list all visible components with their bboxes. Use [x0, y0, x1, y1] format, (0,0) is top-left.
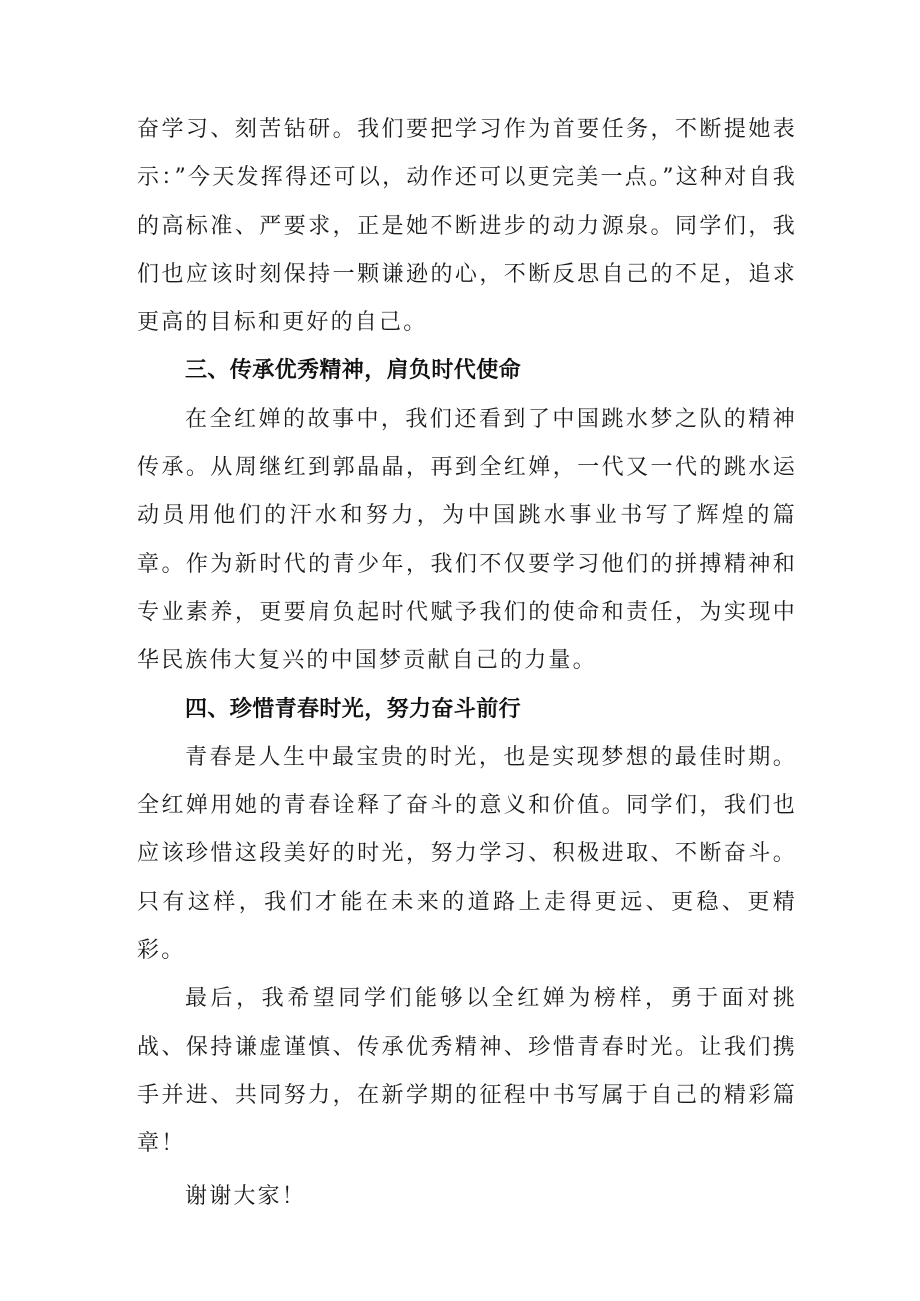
section-heading-3-text: 三、传承优秀精神，肩负时代使命 — [185, 358, 522, 384]
closing-thanks: 谢谢大家！ — [185, 1183, 307, 1209]
section-heading-4-text: 四、珍惜青春时光，努力奋斗前行 — [185, 696, 522, 722]
document-body — [137, 106, 797, 1221]
paragraph-conclusion: 最后，我希望同学们能够以全红婵为榜样，勇于面对挑战、保持谦虚谨慎、传承优秀精神、珍惜青春时光。让我们携手并进、共同努力，在新学期的征程中书写属于自己的精彩篇章！ — [137, 986, 797, 1157]
section-heading-3 — [137, 347, 797, 395]
paragraph-continuation: 奋学习、刻苦钻研。我们要把学习作为首要任务，不断提她表示：”今天发挥得还可以，动作还可以更完美一点。”这种对自我的高标准、严要求，正是她不断进步的动力源泉。同学们，我们也应该时刻保持一颗谦逊的心，不断反思自己的不足，追求更高的目标和更好的自己。 — [137, 117, 797, 336]
paragraph-section-3: 在全红婵的故事中，我们还看到了中国跳水梦之队的精神传承。从周继红到郭晶晶，再到全红婵，一代又一代的跳水运动员用他们的汗水和努力，为中国跳水事业书写了辉煌的篇章。作为新时代的青少年，我们不仅要学习他们的拼搏精神和专业素养，更要肩负起时代赋予我们的使命和责任，为实现中华民族伟大复兴的中国梦贡献自己的力量。 — [137, 406, 797, 674]
paragraph-section-4: 青春是人生中最宝贵的时光，也是实现梦想的最佳时期。全红婵用她的青春诠释了奋斗的意义和价值。同学们，我们也应该珍惜这段美好的时光，努力学习、积极进取、不断奋斗。只有这样，我们才能在未来的道路上走得更远、更稳、更精彩。 — [137, 744, 797, 964]
section-heading-4 — [137, 686, 797, 734]
